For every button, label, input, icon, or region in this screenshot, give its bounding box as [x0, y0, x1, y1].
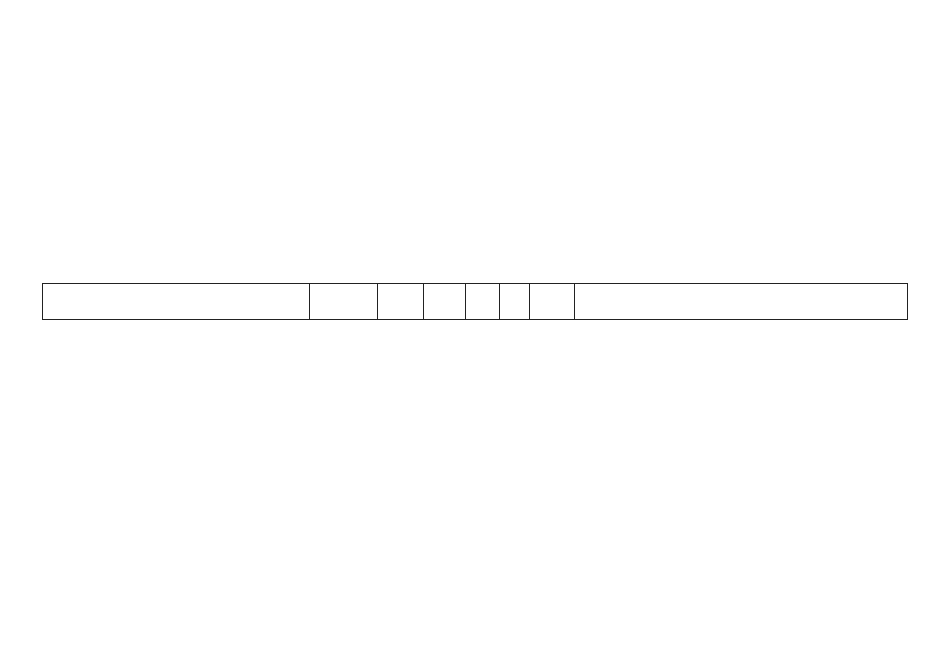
header-accident [310, 284, 378, 320]
header-c [466, 284, 500, 320]
header-e [424, 284, 466, 320]
header-measure [575, 284, 908, 320]
header-d [500, 284, 530, 320]
hazard-table-electrical [42, 283, 908, 320]
header-level [530, 284, 575, 320]
header-hazard [43, 284, 310, 320]
header-l [378, 284, 424, 320]
table-header-row [43, 284, 908, 320]
